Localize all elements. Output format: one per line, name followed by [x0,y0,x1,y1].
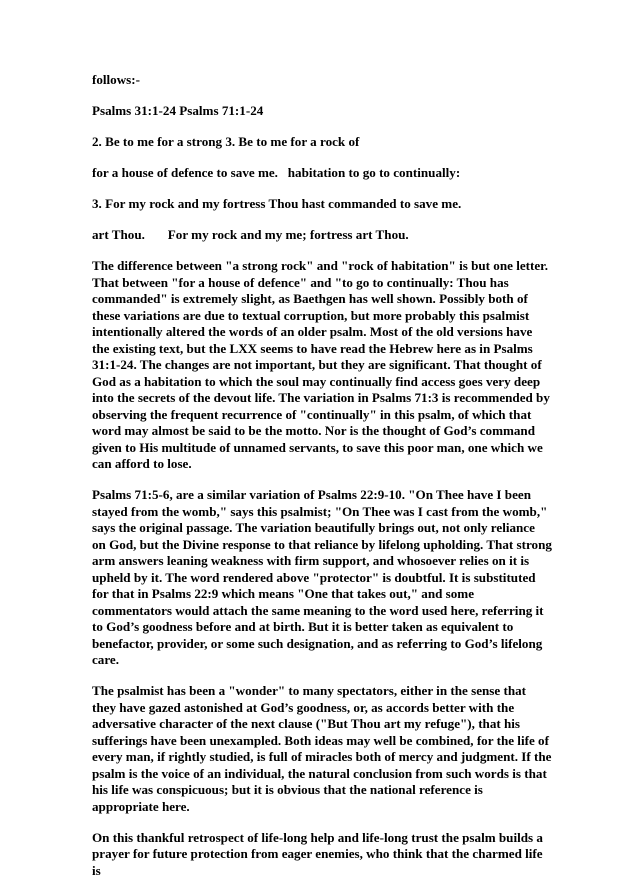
text-line-follows: follows:- [92,72,141,87]
text-line-psalm-references: Psalms 31:1-24 Psalms 71:1-24 [92,103,264,118]
text-line-house-of-defence: for a house of defence to save me. habitation to go to continually: [92,165,461,180]
paragraph-wonder: The psalmist has been a "wonder" to many spectators, either in the sense that they have gazed astonished at God’s goodness, or, as accords better with the adversative character of the next clause ("But Thou art my refuge"), that his sufferings have been unexampled. Both ideas may well be combined, for the life of every man, if rightly studied, is full of miracles both of mercy and judgment. If the psalm is the voice of an individual, the natural conclusion from such words is that his life was conspicuous; but it is obvious that the national reference is appropriate here. [92,683,555,814]
text-line-art-thou: art Thou. For my rock and my me; fortress art Thou. [92,227,409,242]
document-body [92,72,556,894]
paragraph-difference: The difference between "a strong rock" and "rock of habitation" is but one letter. That between "for a house of defence" and "to go to continually: Thou has commanded" is extremely slight, as Baethgen has well shown. Possibly both of these variations are due to textual corruption, but more probably this psalmist intentionally altered the words of an older psalm. Most of the old versions have the existing text, but the LXX seems to have read the Hebrew here as in Psalms 31:1-24. The changes are not important, but they are significant. That thought of God as a habitation to which the soul may continually find access goes very deep into the secrets of the devout life. The variation in Psalms 71:3 is recommended by observing the frequent recurrence of "continually" in this psalm, of which that word may almost be said to be the motto. Nor is the thought of God’s command given to His multitude of unnamed servants, to save this poor man, one which we can afford to lose. [92,258,554,471]
text-line-verse-3: 3. For my rock and my fortress Thou hast commanded to save me. [92,196,462,211]
text-line-verse-2: 2. Be to me for a strong 3. Be to me for a rock of [92,134,360,149]
paragraph-psalms-71-5-6: Psalms 71:5-6, are a similar variation of Psalms 22:9-10. "On Thee have I been stayed from the womb," says this psalmist; "On Thee was I cast from the womb," says the original passage. The variation beautifully brings out, not only reliance on God, but the Divine response to that reliance by lifelong upholding. That strong arm answers leaning weakness with firm support, and whosoever relies on it is upheld by it. The word rendered above "protector" is doubtful. It is substituted for that in Psalms 22:9 which means "One that takes out," and some commentators would attach the same meaning to the word used here, referring it to God’s goodness before and at birth. But it is better taken as equivalent to benefactor, provider, or some such designation, and as referring to God’s lifelong care. [92,487,556,667]
paragraph-retrospect: On this thankful retrospect of life-long help and life-long trust the psalm builds a prayer for future protection from eager enemies, who think that the charmed life is [92,829,547,878]
